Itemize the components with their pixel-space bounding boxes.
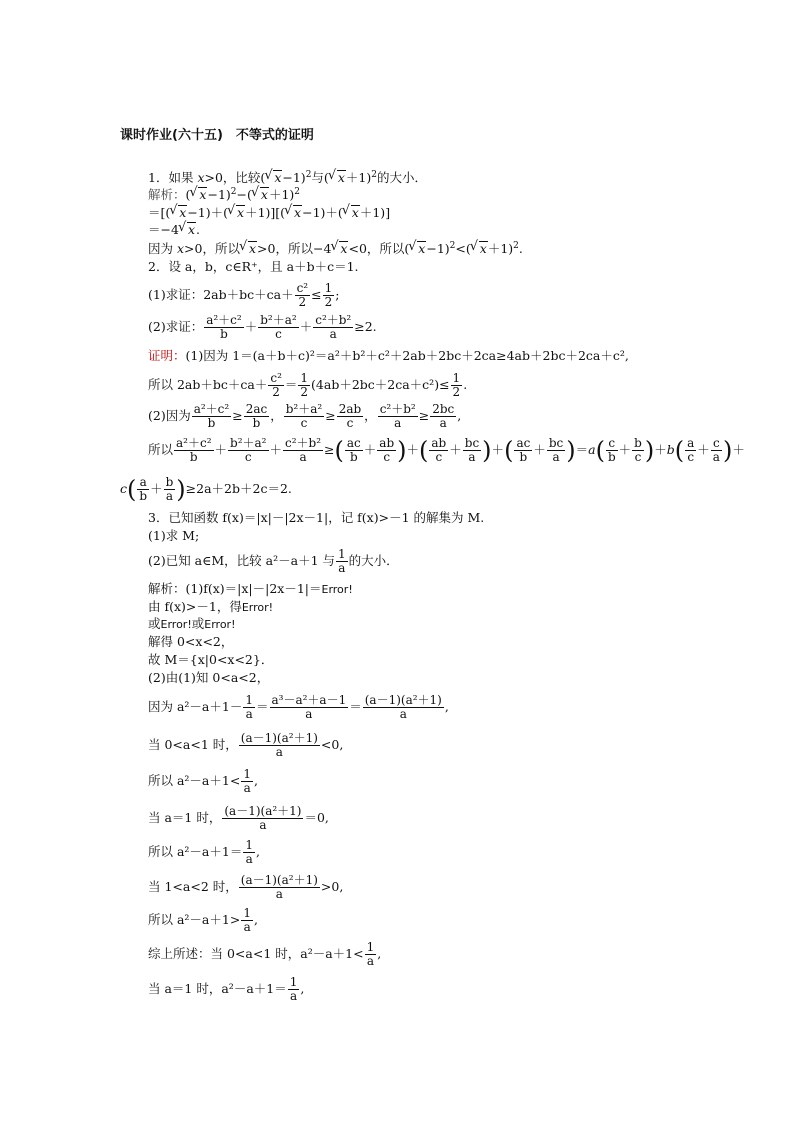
q3-sol6: (2)由(1)知 0<a<2，: [148, 670, 270, 685]
page-title: 课时作业(六十五) 不等式的证明: [120, 128, 314, 143]
q3-sol7: 因为 a²－a＋1－ $\frac{1}{a}$ ＝ $\frac{\text{a³－a²＋a－1}}{a}$ ＝ $\frac{\text{(a－1)(a²＋1)}}{a}$ ,: [148, 693, 449, 721]
q1-conclusion: 因为 x>0，所以√ x>0，所以−4√ x<0，所以(√ x−1)$^2$<(√ x＋1)$^2$.: [148, 241, 523, 257]
q1-step2: ＝[(√ x−1)＋(√ x＋1)][(√ x−1)＋(√ x＋1)]: [148, 205, 390, 221]
q3-summary2: 当 a＝1 时，a²－a＋1＝ $\frac{1}{a}$ ,: [148, 975, 305, 1003]
q3-case3: 当 1<a<2 时， $\frac{\text{(a－1)(a²＋1)}}{a}$ >0,: [148, 873, 344, 901]
q2-proof1: 证明：(1)因为 1＝(a＋b＋c)²＝a²＋b²＋c²＋2ab＋2bc＋2ca≥4ab＋2bc＋2ca＋c²,: [148, 348, 629, 363]
q3-sol1: 解析：(1)f(x)＝|x|－|2x－1|＝Error!: [148, 581, 353, 596]
q3-summary1: 综上所述：当 0<a<1 时，a²－a＋1< $\frac{1}{a}$ ,: [148, 940, 382, 968]
q3-case2-result: 所以 a²－a＋1＝ $\frac{1}{a}$ ,: [148, 838, 260, 866]
q2-stem: 2．设 a，b，c∈R⁺，且 a＋b＋c＝1.: [148, 259, 359, 274]
q3-sol2: 由 f(x)>－1，得Error!: [148, 599, 274, 614]
q2-proof3: (2)因为 $\frac{\text{a²＋c²}}{b}$ ≥ $\frac{2ac}{b}$ ， $\frac{\text{b²＋a²}}{c}$ ≥ $\frac{2ab}{c}$ ， $\frac{\text{c²＋b²}}{a}$ ≥ $\frac{2bc}{a}$ ,: [148, 402, 462, 430]
q3-case2: 当 a＝1 时， $\frac{\text{(a－1)(a²＋1)}}{a}$ ＝0,: [148, 804, 329, 832]
q3-part2: (2)已知 a∈M，比较 a²－a＋1 与 $\frac{1}{a}$ 的大小．: [148, 547, 399, 575]
q3-sol3: 或Error!或Error!: [148, 616, 236, 631]
q3-part1: (1)求 M;: [148, 528, 200, 543]
q3-case3-result: 所以 a²－a＋1> $\frac{1}{a}$ ,: [148, 906, 258, 934]
q2-part1: (1)求证：2ab＋bc＋ca＋ $\frac{\text{c²}}{2}$ ≤ $\frac{1}{2}$ ;: [148, 281, 340, 309]
q2-proof2: 所以 2ab＋bc＋ca＋ $\frac{\text{c²}}{2}$ ＝ $\frac{1}{2}$ (4ab＋2bc＋2ca＋c²)≤ $\frac{1}{2}$ .: [148, 371, 468, 399]
q2-proof5: c( $\frac{a}{b}$ ＋ $\frac{b}{a}$ )≥2a＋2b＋2c＝2.: [120, 475, 292, 504]
q3-sol5: 故 M＝{x|0<x<2}．: [148, 652, 274, 667]
q1-step3: ＝−4√ x.: [148, 222, 200, 238]
q3-case1-result: 所以 a²－a＋1< $\frac{1}{a}$ ,: [148, 767, 258, 795]
q3-stem: 3．已知函数 f(x)＝|x|－|2x－1|，记 f(x)>－1 的解集为 M.: [148, 510, 485, 525]
q3-case1: 当 0<a<1 时， $\frac{\text{(a－1)(a²＋1)}}{a}$ <0,: [148, 731, 344, 759]
q1-step1: 解析：(√ x−1)$^2$−(√ x＋1)$^2$: [148, 187, 300, 203]
q2-part2: (2)求证： $\frac{\text{a²＋c²}}{b}$ ＋ $\frac{\text{b²＋a²}}{c}$ ＋ $\frac{\text{c²＋b²}}{a}$ ≥2.: [148, 313, 377, 341]
q3-sol4: 解得 0<x<2，: [148, 634, 234, 649]
q2-proof4: 所以 $\frac{\text{a²＋c²}}{b}$ ＋ $\frac{\text{b²＋a²}}{c}$ ＋ $\frac{\text{c²＋b²}}{a}$ ≥( $\frac{ac}{b}$ ＋ $\frac{ab}{c}$ )＋( $\frac{ab}{c}$ ＋ $\frac{bc}{a}$ )＋( $\frac{ac}{b}$ ＋ $\frac{bc}{a}$ )＝a( $\frac{c}{b}$ ＋ $\frac{b}{c}$ )＋b( $\frac{a}{c}$ ＋ $\frac{c}{a}$ )＋: [148, 436, 745, 465]
q1-stem: 1．如果 x>0，比较(√ x−1)$^2$与(√ x＋1)$^2$的大小．: [148, 170, 427, 186]
